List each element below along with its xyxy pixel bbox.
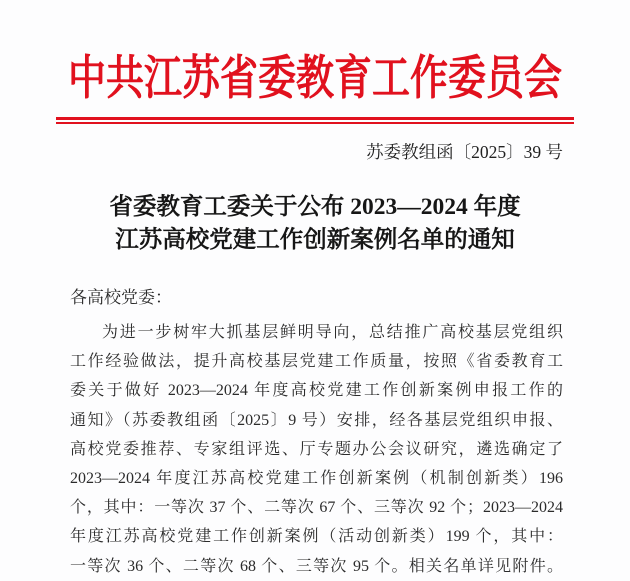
document-number: 苏委教组函〔2025〕39 号 [366,142,563,162]
document-title-line-2: 江苏高校党建工作创新案例名单的通知 [115,226,515,253]
body-line: 委关于做好 2023—2024 年度高校党建工作创新案例申报工作的 [70,382,563,400]
body-line: 工作经验做法，提升高校基层党建工作质量，按照《省委教育工 [70,353,563,371]
document-title-line-1: 省委教育工委关于公布 2023—2024 年度 [109,194,521,220]
issuing-org-header: 中共江苏省委教育工作委员会 [67,52,562,106]
document-title [0,191,630,256]
body-line: 2023—2024 年度江苏高校党建工作创新案例（机制创新类）196 [70,470,563,488]
body-line: 为进一步树牢大抓基层鲜明导向，总结推广高校基层党组织 [102,324,563,341]
body-line: 高校党委推荐、专家组评选、厅专题办公会议研究，遴选确定了 [70,440,563,458]
body-line: 个，其中：一等次 37 个、二等次 67 个、三等次 92 个；2023—2024 [70,499,563,517]
body-line: 一等次 36 个、二等次 68 个、三等次 95 个。相关名单详见附件。 [70,557,563,575]
salutation: 各高校党委： [70,288,172,307]
document-body [70,318,563,581]
body-line: 通知》（苏委教组函〔2025〕9 号）安排，经各基层党组织申报、 [70,411,563,429]
body-line: 年度江苏高校党建工作创新案例（活动创新类）199 个，其中： [70,528,563,546]
red-divider-rule [56,117,574,124]
